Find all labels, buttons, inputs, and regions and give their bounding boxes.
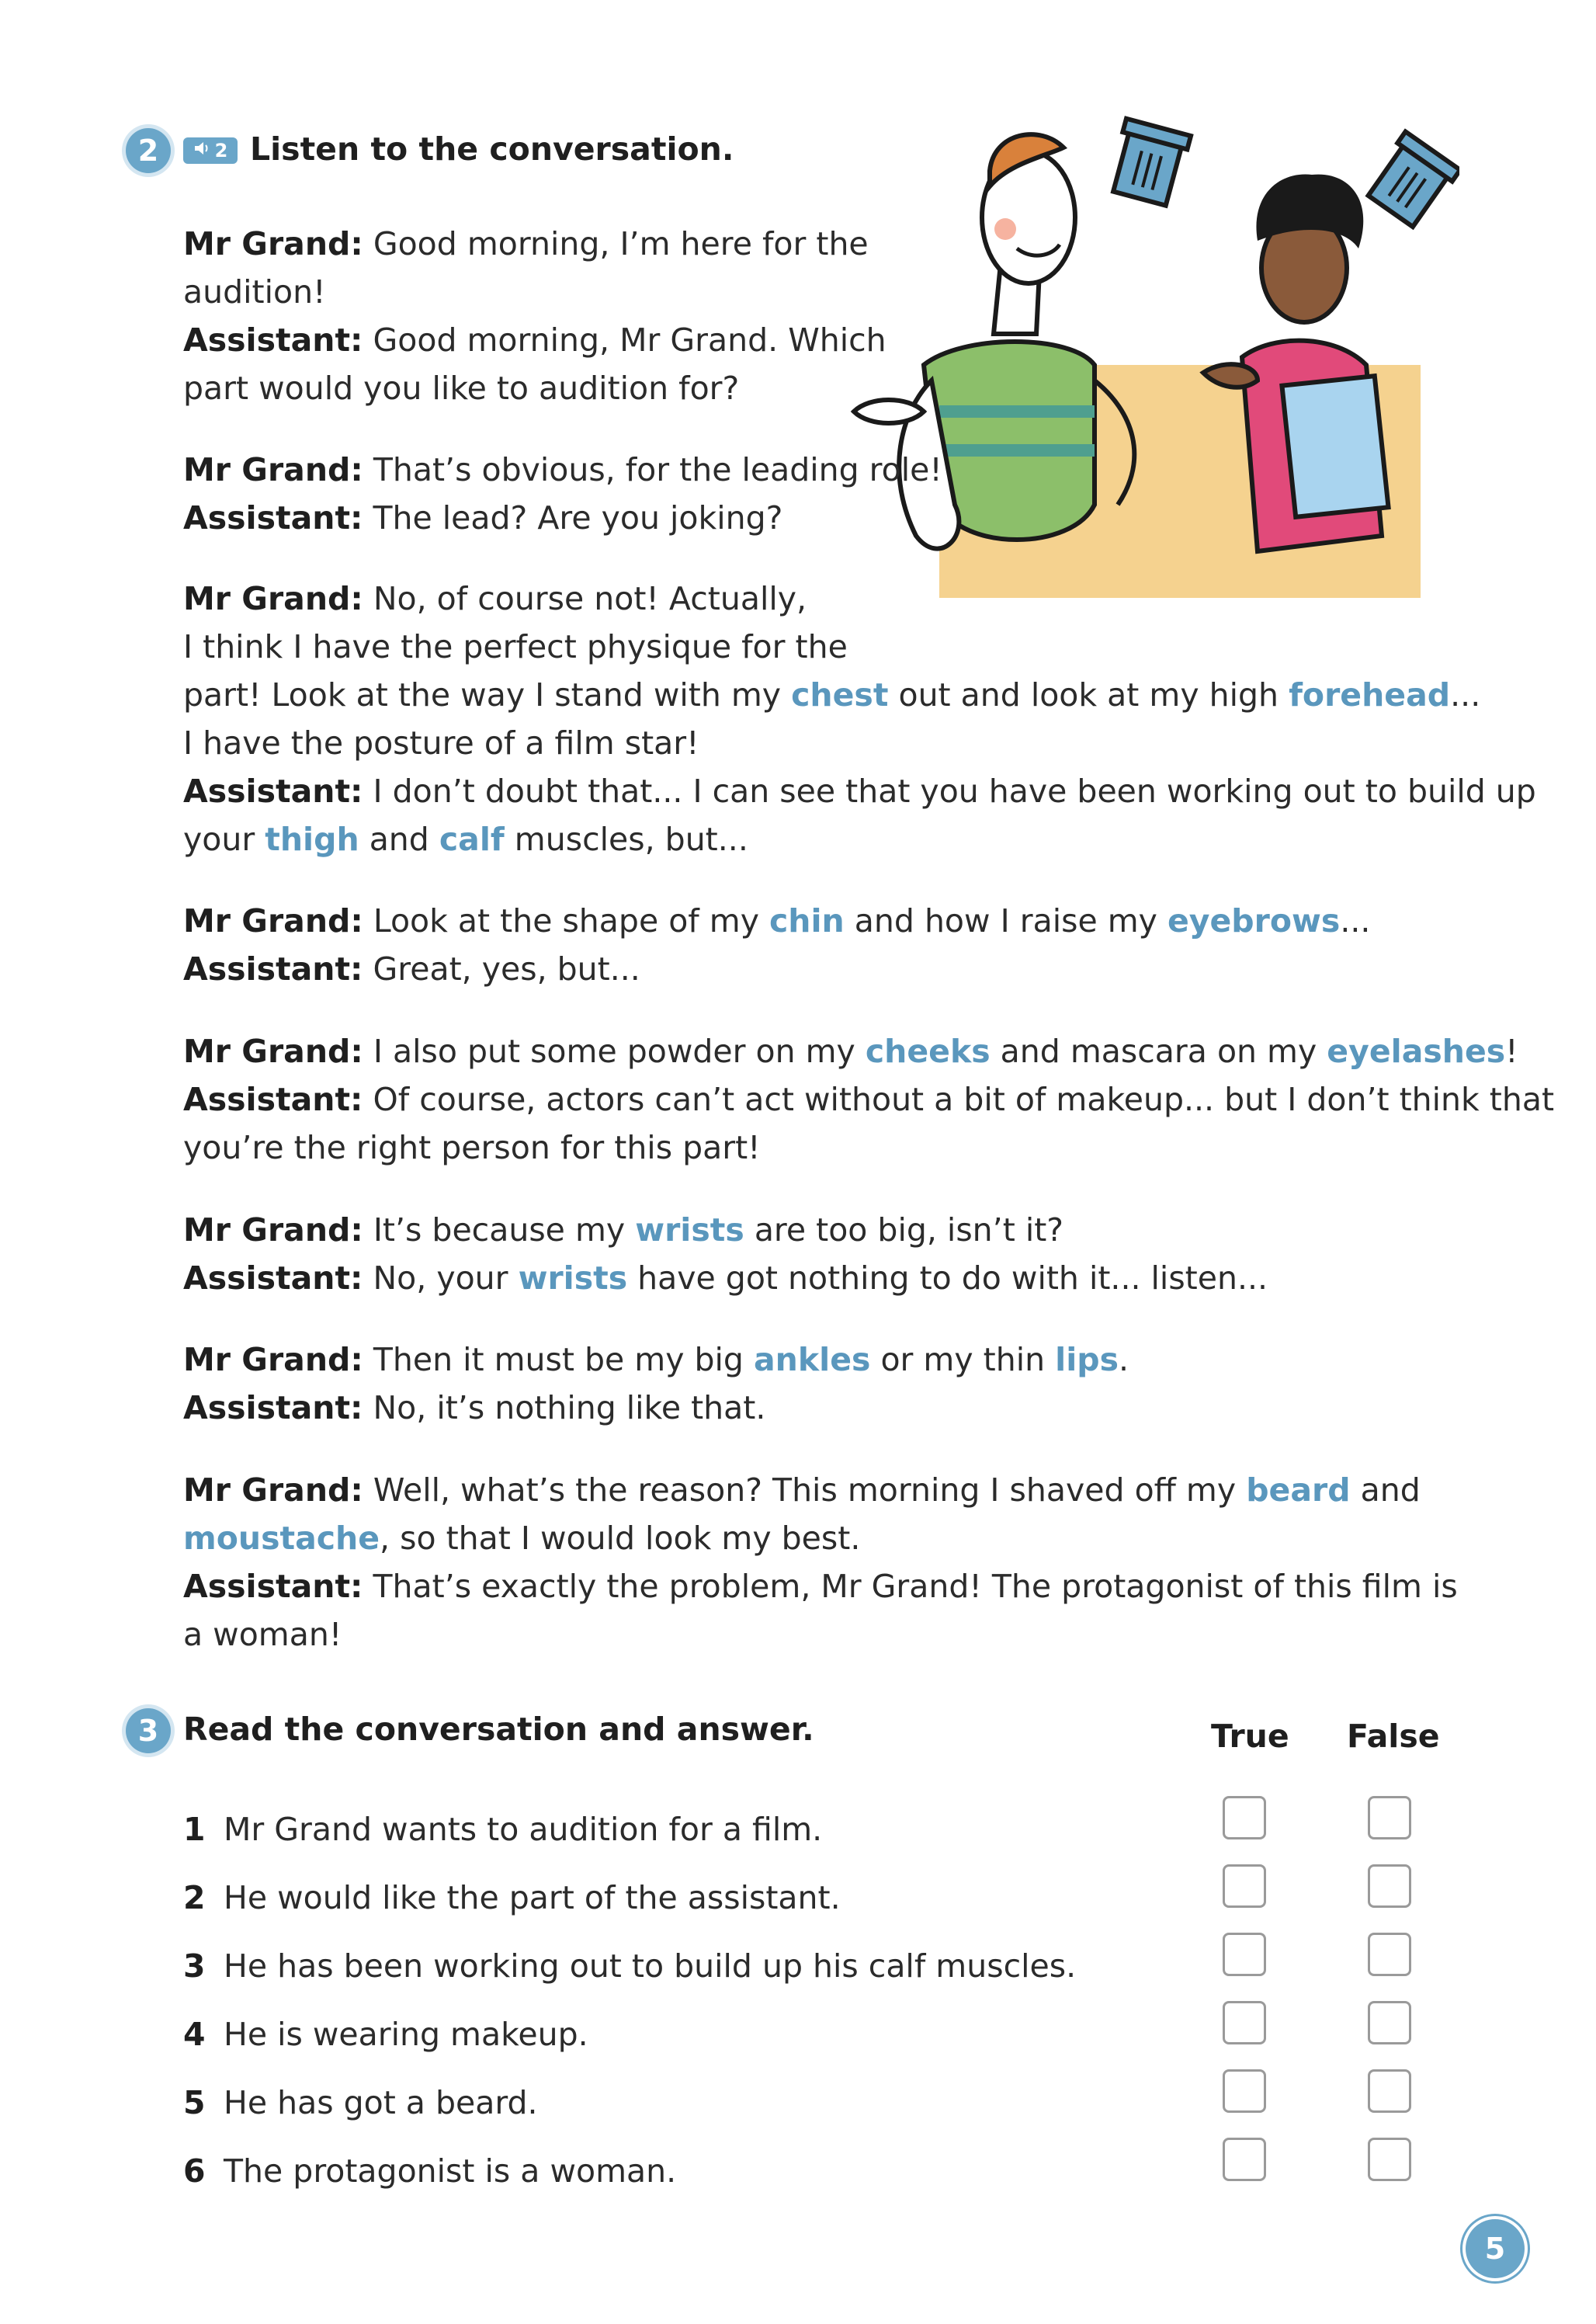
keyword-chin: chin	[769, 902, 845, 940]
checkbox-false-5[interactable]	[1368, 2069, 1411, 2113]
checkbox-false-4[interactable]	[1368, 2001, 1411, 2044]
checkbox-false-2[interactable]	[1368, 1864, 1411, 1908]
dialogue-line: Assistant: Good morning, Mr Grand. Which	[183, 321, 886, 359]
dialogue-block-5	[183, 1027, 1554, 1172]
dialogue-line: Assistant: No, your wrists have got nothing to do with it... listen...	[183, 1259, 1268, 1297]
exercise-2-title: Listen to the conversation.	[250, 130, 734, 168]
dialogue-block-6	[183, 1206, 1268, 1302]
dialogue-line: Assistant: I don’t doubt that... I can see that you have been working out to build up	[183, 773, 1536, 810]
audio-track-badge[interactable]	[183, 137, 238, 164]
question-4: 4 He is wearing makeup.	[183, 2016, 588, 2053]
speaker-icon	[193, 140, 210, 162]
checkbox-true-5[interactable]	[1223, 2069, 1266, 2113]
keyword-ankles: ankles	[754, 1341, 871, 1378]
keyword-beard: beard	[1246, 1471, 1351, 1509]
dialogue-line: Mr Grand: It’s because my wrists are too big, isn’t it?	[183, 1211, 1064, 1249]
dialogue-line: Mr Grand: Good morning, I’m here for the	[183, 225, 869, 262]
dialogue-line: Assistant: The lead? Are you joking?	[183, 499, 783, 537]
dialogue-line: part would you like to audition for?	[183, 370, 740, 407]
keyword-moustache: moustache	[183, 1520, 380, 1557]
dialogue-line: I have the posture of a film star!	[183, 724, 699, 762]
keyword-thigh: thigh	[265, 821, 359, 858]
illustration	[838, 101, 1459, 621]
checkbox-true-3[interactable]	[1223, 1933, 1266, 1976]
dialogue-line: Assistant: That’s exactly the problem, Mr Grand! The protagonist of this film is	[183, 1568, 1458, 1605]
dialogue-line: audition!	[183, 273, 326, 311]
dialogue-line: Mr Grand: No, of course not! Actually,	[183, 580, 807, 617]
trash-can-1	[1107, 119, 1191, 207]
dialogue-line: Mr Grand: That’s obvious, for the leading role!	[183, 451, 942, 488]
question-6: 6 The protagonist is a woman.	[183, 2152, 677, 2190]
keyword-wrists-2: wrists	[518, 1259, 628, 1297]
dialogue-line: your thigh and calf muscles, but...	[183, 821, 748, 858]
question-3: 3 He has been working out to build up his calf muscles.	[183, 1947, 1077, 1985]
dialogue-block-2	[183, 446, 942, 542]
dialogue-block-8	[183, 1466, 1458, 1659]
column-true: True	[1211, 1718, 1289, 1755]
checkbox-false-6[interactable]	[1368, 2138, 1411, 2181]
dialogue-block-1	[183, 220, 886, 412]
question-1: 1 Mr Grand wants to audition for a film.	[183, 1811, 823, 1848]
dialogue-line: you’re the right person for this part!	[183, 1129, 761, 1166]
dialogue-line: moustache, so that I would look my best.	[183, 1520, 861, 1557]
column-false: False	[1347, 1718, 1440, 1755]
question-5: 5 He has got a beard.	[183, 2084, 538, 2121]
dialogue-line: Assistant: Great, yes, but...	[183, 950, 640, 988]
keyword-wrists: wrists	[635, 1211, 744, 1249]
checkbox-true-1[interactable]	[1223, 1796, 1266, 1839]
trash-can-2	[1363, 132, 1459, 231]
dialogue-block-7	[183, 1336, 1129, 1432]
keyword-calf: calf	[439, 821, 505, 858]
dialogue-line: Mr Grand: I also put some powder on my cheeks and mascara on my eyelashes!	[183, 1033, 1518, 1070]
dialogue-line: Mr Grand: Look at the shape of my chin and how I raise my eyebrows...	[183, 902, 1371, 940]
dialogue-line: part! Look at the way I stand with my chest out and look at my high forehead...	[183, 676, 1481, 714]
checkbox-true-2[interactable]	[1223, 1864, 1266, 1908]
dialogue-block-3	[183, 575, 1536, 863]
keyword-forehead: forehead	[1289, 676, 1451, 714]
question-2: 2 He would like the part of the assistant.	[183, 1879, 841, 1916]
keyword-eyelashes: eyelashes	[1327, 1033, 1506, 1070]
keyword-lips: lips	[1055, 1341, 1119, 1378]
checkbox-true-6[interactable]	[1223, 2138, 1266, 2181]
exercise-3-number: 3	[126, 1708, 171, 1753]
checkbox-false-1[interactable]	[1368, 1796, 1411, 1839]
keyword-chest: chest	[791, 676, 889, 714]
checkbox-true-4[interactable]	[1223, 2001, 1266, 2044]
clipboard	[1282, 376, 1388, 517]
dialogue-block-4	[183, 897, 1370, 993]
dialogue-line: Mr Grand: Well, what’s the reason? This morning I shaved off my beard and	[183, 1471, 1421, 1509]
exercise-2-number: 2	[126, 128, 171, 173]
dialogue-line: Assistant: No, it’s nothing like that.	[183, 1389, 766, 1426]
dialogue-line: Mr Grand: Then it must be my big ankles or my thin lips.	[183, 1341, 1129, 1378]
checkbox-false-3[interactable]	[1368, 1933, 1411, 1976]
keyword-cheeks: cheeks	[865, 1033, 991, 1070]
dialogue-line: Assistant: Of course, actors can’t act without a bit of makeup... but I don’t think that	[183, 1081, 1555, 1118]
keyword-eyebrows: eyebrows	[1167, 902, 1341, 940]
dialogue-line: I think I have the perfect physique for the	[183, 628, 848, 665]
page-number: 5	[1466, 2219, 1525, 2278]
dialogue-line: a woman!	[183, 1616, 342, 1653]
audio-track-number: 2	[214, 140, 228, 162]
exercise-3-title: Read the conversation and answer.	[183, 1711, 814, 1748]
